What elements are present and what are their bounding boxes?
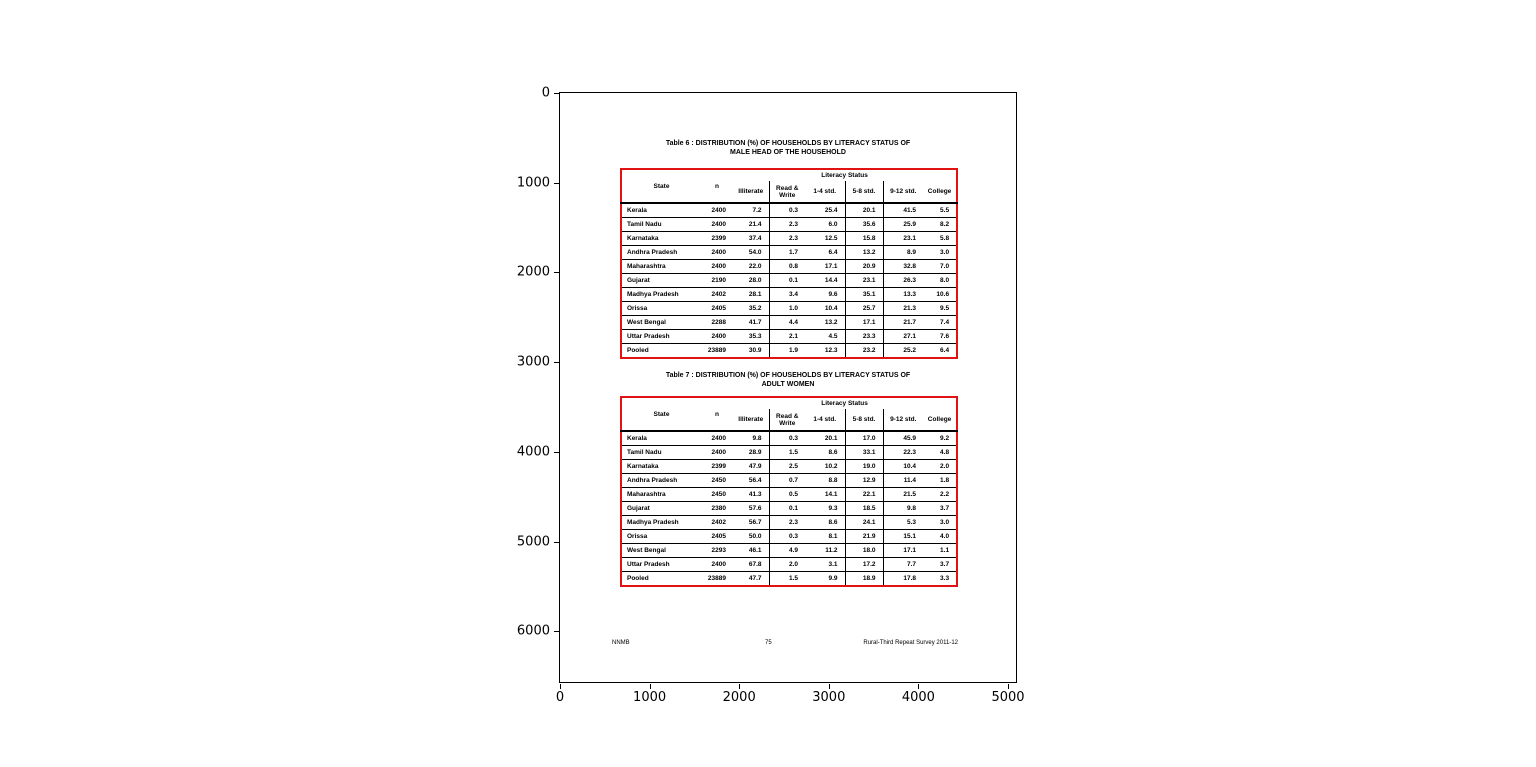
state-cell: Gujarat — [621, 502, 701, 516]
state-cell: Karnataka — [621, 460, 701, 474]
value-cell: 2293 — [701, 544, 733, 558]
value-cell: 20.1 — [845, 203, 883, 218]
x-tick-label: 2000 — [722, 690, 756, 705]
value-cell: 35.6 — [845, 218, 883, 232]
value-cell: 4.4 — [769, 316, 805, 330]
footer-right: Rural-Third Repeat Survey 2011-12 — [863, 640, 958, 646]
value-cell: 13.3 — [883, 288, 923, 302]
y-tick-mark — [554, 542, 559, 543]
value-cell: 9.2 — [940, 435, 950, 442]
state-cell: Andhra Pradesh — [621, 246, 701, 260]
value-cell: 11.2 — [805, 544, 845, 558]
value-cell: 28.9 — [733, 446, 769, 460]
value-cell: 9.8 — [883, 502, 923, 516]
value-cell: 1.1 — [923, 544, 957, 558]
value-cell: 18.5 — [845, 502, 883, 516]
x-tick-mark — [739, 684, 740, 689]
value-cell: 35.1 — [845, 288, 883, 302]
value-cell: 10.4 — [883, 460, 923, 474]
value-cell: 1.7 — [769, 246, 805, 260]
value-cell: 4.9 — [769, 544, 805, 558]
value-cell: 3.0 — [923, 246, 957, 260]
x-tick-mark — [650, 684, 651, 689]
value-cell: 19.0 — [845, 460, 883, 474]
value-cell: 2400 — [701, 246, 733, 260]
value-cell: 46.1 — [733, 544, 769, 558]
y-tick-mark — [554, 452, 559, 453]
document-page — [560, 93, 1016, 682]
x-tick-label: 1000 — [633, 690, 667, 705]
footer-page-number: 75 — [765, 640, 772, 646]
value-cell: 25.4 — [824, 207, 838, 214]
value-cell: 18.0 — [845, 544, 883, 558]
state-cell: Madhya Pradesh — [621, 516, 701, 530]
value-cell: 30.9 — [733, 344, 769, 359]
value-cell: 32.8 — [883, 260, 923, 274]
table7-title-line1: Table 7 : DISTRIBUTION (%) OF HOUSEHOLDS BY LITERACY STATUS OF — [665, 372, 911, 379]
value-cell: 2400 — [701, 558, 733, 572]
value-cell: 1.5 — [769, 572, 805, 587]
column-header: College — [923, 409, 957, 431]
table-row — [621, 558, 957, 572]
value-cell: 8.6 — [805, 446, 845, 460]
value-cell: 50.0 — [733, 530, 769, 544]
state-cell: Madhya Pradesh — [621, 288, 701, 302]
value-cell: 2.1 — [769, 330, 805, 344]
y-tick-label: 3000 — [516, 354, 550, 370]
value-cell: 10.2 — [805, 460, 845, 474]
table-row — [621, 274, 957, 288]
value-cell: 57.6 — [733, 502, 769, 516]
value-cell: 9.9 — [805, 572, 845, 587]
value-cell: 22.1 — [845, 488, 883, 502]
value-cell: 35.2 — [733, 302, 769, 316]
table-row — [621, 316, 957, 330]
y-tick-label: 2000 — [516, 264, 550, 280]
column-header: Read & Write — [769, 181, 805, 203]
value-cell: 1.5 — [769, 446, 805, 460]
x-tick-label: 4000 — [901, 690, 935, 705]
value-cell: 1.0 — [769, 302, 805, 316]
state-cell: Kerala — [627, 435, 647, 442]
state-cell: Maharashtra — [621, 260, 701, 274]
value-cell: 23889 — [701, 572, 733, 587]
value-cell: 2.0 — [769, 558, 805, 572]
value-cell: 13.2 — [805, 316, 845, 330]
value-cell: 2190 — [701, 274, 733, 288]
table-row — [621, 218, 957, 232]
value-cell: 1.8 — [923, 474, 957, 488]
value-cell: 56.7 — [733, 516, 769, 530]
table6-title-line1: Table 6 : DISTRIBUTION (%) OF HOUSEHOLDS BY LITERACY STATUS OF — [665, 140, 911, 147]
y-tick-label: 6000 — [516, 623, 550, 639]
value-cell: 47.9 — [733, 460, 769, 474]
table-row — [621, 488, 957, 502]
x-tick-mark — [829, 684, 830, 689]
value-cell: 12.3 — [805, 344, 845, 359]
value-cell: 21.7 — [883, 316, 923, 330]
value-cell: 26.3 — [883, 274, 923, 288]
value-cell: 2380 — [701, 502, 733, 516]
value-cell: 41.5 — [883, 203, 923, 218]
table-row — [621, 460, 957, 474]
value-cell: 45.9 — [883, 431, 923, 446]
column-header: 9-12 std. — [883, 409, 923, 431]
value-cell: 2405 — [701, 302, 733, 316]
value-cell: 22.3 — [883, 446, 923, 460]
value-cell: 2400 — [701, 330, 733, 344]
state-cell: Uttar Pradesh — [621, 330, 701, 344]
value-cell: 5.3 — [883, 516, 923, 530]
column-group-header-literacy-status: Literacy Status — [821, 400, 868, 407]
value-cell: 23.1 — [845, 274, 883, 288]
table-row — [621, 544, 957, 558]
footer-left: NNMB — [612, 640, 630, 646]
table6-title-line2: MALE HEAD OF THE HOUSEHOLD — [730, 149, 846, 156]
value-cell: 2.3 — [769, 218, 805, 232]
value-cell: 41.7 — [733, 316, 769, 330]
value-cell: 14.1 — [805, 488, 845, 502]
value-cell: 25.2 — [883, 344, 923, 359]
y-tick-mark — [554, 631, 559, 632]
value-cell: 10.6 — [923, 288, 957, 302]
value-cell: 2402 — [701, 516, 733, 530]
value-cell: 4.5 — [805, 330, 845, 344]
value-cell: 13.2 — [845, 246, 883, 260]
y-tick-label: 5000 — [516, 534, 550, 549]
y-tick-label: 1000 — [516, 175, 550, 191]
value-cell: 7.4 — [923, 316, 957, 330]
value-cell: 2.2 — [923, 488, 957, 502]
value-cell: 2450 — [701, 488, 733, 502]
table7-adult-women-literacy — [620, 396, 958, 587]
table-row — [621, 446, 957, 460]
y-tick-mark — [554, 362, 559, 363]
value-cell: 67.8 — [733, 558, 769, 572]
column-header: Illiterate — [733, 409, 769, 431]
column-header-state: State — [621, 169, 701, 203]
value-cell: 2399 — [701, 232, 733, 246]
value-cell: 6.0 — [805, 218, 845, 232]
value-cell: 0.1 — [769, 502, 805, 516]
value-cell: 9.3 — [805, 502, 845, 516]
state-cell: Orissa — [621, 302, 701, 316]
value-cell: 3.3 — [923, 572, 957, 587]
value-cell: 2.0 — [923, 460, 957, 474]
value-cell: 0.7 — [769, 474, 805, 488]
value-cell: 23.1 — [883, 232, 923, 246]
state-cell: Andhra Pradesh — [621, 474, 701, 488]
value-cell: 27.1 — [883, 330, 923, 344]
value-cell: 47.7 — [733, 572, 769, 587]
value-cell: 17.1 — [805, 260, 845, 274]
table-row — [621, 431, 957, 446]
y-tick-label: 0 — [541, 85, 550, 101]
value-cell: 21.5 — [883, 488, 923, 502]
value-cell: 25.9 — [883, 218, 923, 232]
y-tick-label: 4000 — [516, 444, 550, 460]
x-tick-label: 3000 — [812, 690, 846, 705]
value-cell: 12.5 — [805, 232, 845, 246]
column-header: 5-8 std. — [845, 181, 883, 203]
table-row — [621, 344, 957, 359]
column-header-state: State — [621, 397, 701, 431]
value-cell: 3.0 — [923, 516, 957, 530]
column-group-header-literacy-status: Literacy Status — [821, 172, 868, 179]
table7-title-line2: ADULT WOMEN — [761, 381, 815, 388]
value-cell: 1.9 — [769, 344, 805, 359]
value-cell: 7.0 — [923, 260, 957, 274]
state-cell: Kerala — [627, 207, 647, 214]
value-cell: 17.0 — [845, 431, 883, 446]
value-cell: 5.8 — [923, 232, 957, 246]
value-cell: 3.1 — [805, 558, 845, 572]
x-tick-mark — [918, 684, 919, 689]
value-cell: 2400 — [711, 435, 726, 442]
state-cell: Orissa — [621, 530, 701, 544]
value-cell: 54.0 — [733, 246, 769, 260]
value-cell: 17.8 — [883, 572, 923, 587]
column-header-n: n — [701, 397, 733, 431]
value-cell: 15.1 — [883, 530, 923, 544]
value-cell: 2402 — [701, 288, 733, 302]
value-cell: 6.4 — [805, 246, 845, 260]
x-tick-mark — [560, 684, 561, 689]
value-cell: 2400 — [701, 260, 733, 274]
table-row — [621, 572, 957, 587]
plot-area — [516, 85, 1025, 705]
value-cell: 17.1 — [845, 316, 883, 330]
value-cell: 22.0 — [733, 260, 769, 274]
value-cell: 9.6 — [805, 288, 845, 302]
table6-male-head-literacy — [620, 168, 958, 359]
table-row — [621, 246, 957, 260]
value-cell: 23889 — [701, 344, 733, 359]
table-row — [621, 203, 957, 218]
value-cell: 20.9 — [845, 260, 883, 274]
header-row-group — [621, 169, 957, 181]
value-cell: 23.2 — [845, 344, 883, 359]
value-cell: 0.3 — [769, 431, 805, 446]
value-cell: 21.9 — [845, 530, 883, 544]
value-cell: 3.7 — [923, 558, 957, 572]
y-tick-mark — [554, 183, 559, 184]
value-cell: 3.7 — [923, 502, 957, 516]
value-cell: 2400 — [701, 218, 733, 232]
value-cell: 4.8 — [923, 446, 957, 460]
value-cell: 3.4 — [769, 288, 805, 302]
value-cell: 8.6 — [805, 516, 845, 530]
value-cell: 8.9 — [883, 246, 923, 260]
value-cell: 2288 — [701, 316, 733, 330]
value-cell: 0.3 — [769, 203, 805, 218]
value-cell: 9.5 — [923, 302, 957, 316]
state-cell: Maharashtra — [621, 488, 701, 502]
table-row — [621, 260, 957, 274]
value-cell: 4.0 — [923, 530, 957, 544]
column-header: Read & Write — [769, 409, 805, 431]
value-cell: 25.7 — [845, 302, 883, 316]
value-cell: 24.1 — [845, 516, 883, 530]
value-cell: 2399 — [701, 460, 733, 474]
value-cell: 2400 — [701, 446, 733, 460]
value-cell: 7.2 — [752, 207, 762, 214]
value-cell: 6.4 — [923, 344, 957, 359]
table-row — [621, 288, 957, 302]
value-cell: 56.4 — [733, 474, 769, 488]
column-header: Illiterate — [733, 181, 769, 203]
y-tick-mark — [554, 272, 559, 273]
state-cell: Gujarat — [621, 274, 701, 288]
table-row — [621, 516, 957, 530]
value-cell: 8.8 — [805, 474, 845, 488]
value-cell: 17.2 — [845, 558, 883, 572]
state-cell: West Bengal — [621, 316, 701, 330]
column-header-n: n — [701, 169, 733, 203]
state-cell: Tamil Nadu — [621, 218, 701, 232]
value-cell: 8.0 — [923, 274, 957, 288]
value-cell: 2.3 — [769, 232, 805, 246]
value-cell: 5.5 — [940, 207, 950, 214]
value-cell: 20.1 — [824, 435, 838, 442]
x-tick-label: 0 — [555, 690, 565, 705]
table-row — [621, 502, 957, 516]
value-cell: 0.8 — [769, 260, 805, 274]
table-row — [621, 530, 957, 544]
value-cell: 7.7 — [883, 558, 923, 572]
value-cell: 0.1 — [769, 274, 805, 288]
value-cell: 21.3 — [883, 302, 923, 316]
column-header: 1-4 std. — [805, 181, 845, 203]
column-header: 1-4 std. — [805, 409, 845, 431]
state-cell: Tamil Nadu — [621, 446, 701, 460]
value-cell: 2400 — [711, 207, 726, 214]
table-row — [621, 474, 957, 488]
table-row — [621, 302, 957, 316]
value-cell: 2450 — [701, 474, 733, 488]
value-cell: 2.3 — [769, 516, 805, 530]
value-cell: 33.1 — [845, 446, 883, 460]
value-cell: 0.5 — [769, 488, 805, 502]
column-header: 5-8 std. — [845, 409, 883, 431]
value-cell: 9.8 — [752, 435, 762, 442]
value-cell: 14.4 — [805, 274, 845, 288]
column-header: 9-12 std. — [883, 181, 923, 203]
table-row — [621, 232, 957, 246]
value-cell: 8.1 — [805, 530, 845, 544]
value-cell: 37.4 — [733, 232, 769, 246]
state-cell: Uttar Pradesh — [621, 558, 701, 572]
value-cell: 15.8 — [845, 232, 883, 246]
value-cell: 7.6 — [923, 330, 957, 344]
value-cell: 12.9 — [845, 474, 883, 488]
value-cell: 17.1 — [883, 544, 923, 558]
table-row — [621, 330, 957, 344]
value-cell: 0.3 — [769, 530, 805, 544]
value-cell: 23.3 — [845, 330, 883, 344]
value-cell: 18.9 — [845, 572, 883, 587]
state-cell: Karnataka — [621, 232, 701, 246]
column-header: College — [923, 181, 957, 203]
x-tick-label: 5000 — [991, 690, 1025, 705]
header-row-group — [621, 397, 957, 409]
state-cell: Pooled — [621, 572, 701, 587]
value-cell: 41.3 — [733, 488, 769, 502]
value-cell: 28.0 — [733, 274, 769, 288]
value-cell: 10.4 — [805, 302, 845, 316]
value-cell: 35.3 — [733, 330, 769, 344]
value-cell: 8.2 — [923, 218, 957, 232]
y-tick-mark — [554, 93, 559, 94]
x-tick-mark — [1008, 684, 1009, 689]
state-cell: West Bengal — [621, 544, 701, 558]
value-cell: 2.5 — [769, 460, 805, 474]
value-cell: 21.4 — [733, 218, 769, 232]
value-cell: 11.4 — [883, 474, 923, 488]
state-cell: Pooled — [621, 344, 701, 359]
value-cell: 28.1 — [733, 288, 769, 302]
value-cell: 2405 — [701, 530, 733, 544]
